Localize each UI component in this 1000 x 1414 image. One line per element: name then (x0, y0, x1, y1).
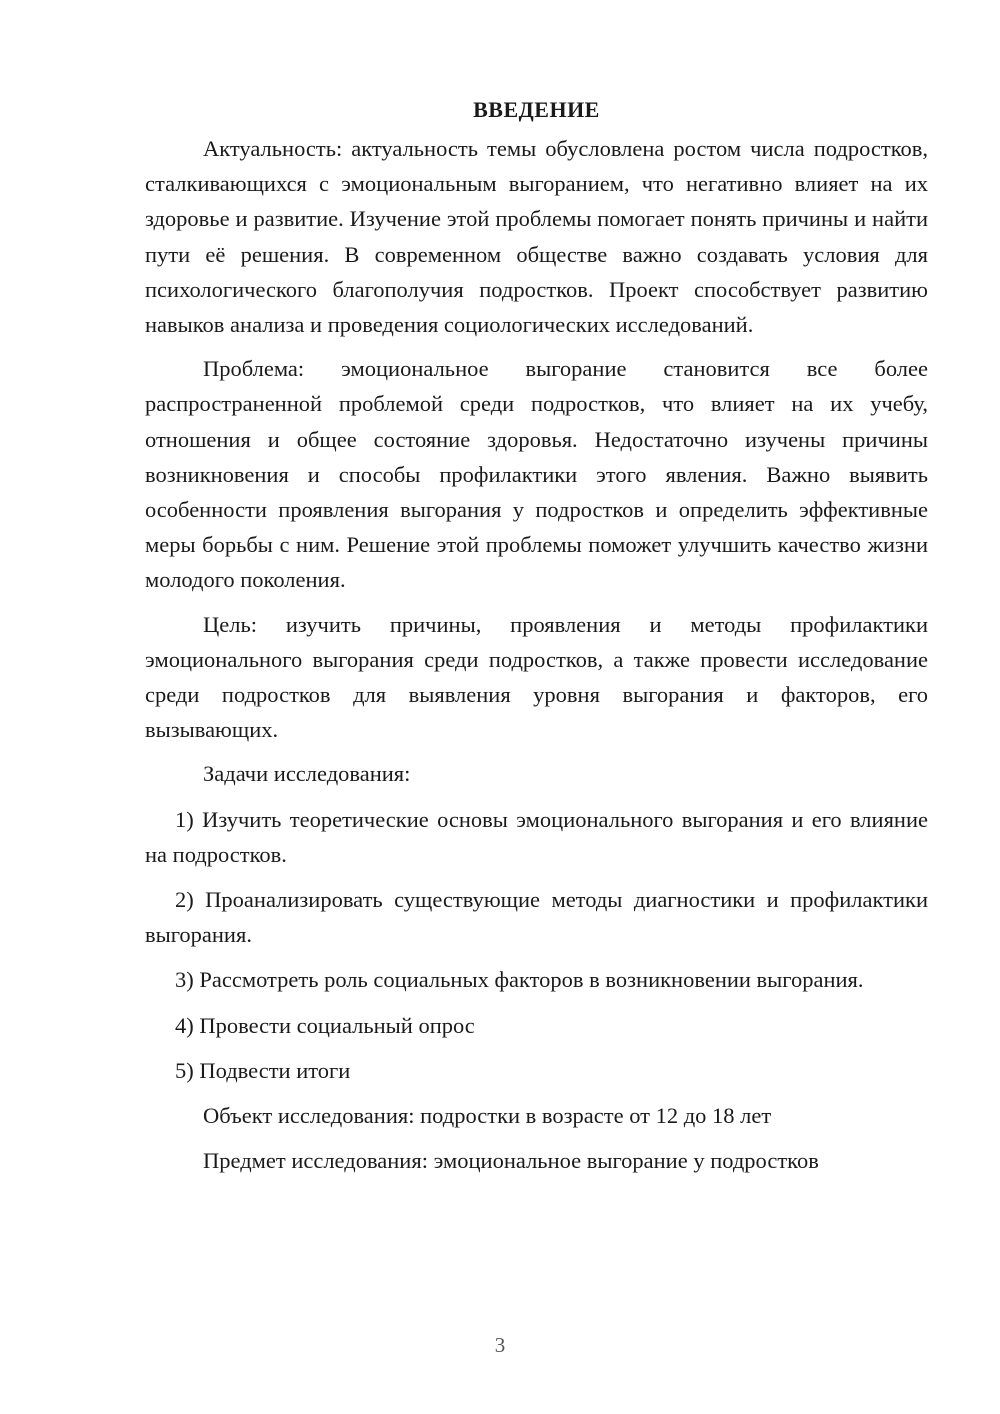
research-subject: Предмет исследования: эмоциональное выгорание у подростков (203, 1148, 819, 1174)
section-title: ВВЕДЕНИЕ (473, 97, 600, 122)
research-object: Объект исследования: подростки в возрасте от 12 до 18 лет (203, 1103, 772, 1129)
task-item-2: 2) Проанализировать существующие методы диагностики и профилактики выгорания. (145, 887, 928, 948)
task-item-4: 4) Провести социальный опрос (175, 1012, 475, 1038)
task-item-5: 5) Подвести итоги (175, 1057, 351, 1083)
tasks-heading: Задачи исследования: (203, 761, 411, 787)
goal-paragraph: Цель: изучить причины, проявления и методы профилактики эмоционального выгорания среди подростков, а также провести исследование среди подростков для выявления уровня выгорания и факторов, его вызывающих. (145, 611, 928, 743)
page-number: 3 (494, 1333, 506, 1357)
problem-paragraph: Проблема: эмоциональное выгорание становится все более распространенной проблемой среди подростков, что влияет на их учебу, отношения и общее состояние здоровья. Недостаточно изучены причины возникновения и способы профилактики этого явления. Важно выявить особенности проявления выгорания у подростков и определить эффективные меры борьбы с ним. Решение этой проблемы поможет улучшить качество жизни молодого поколения. (145, 356, 928, 593)
task-item-3: 3) Рассмотреть роль социальных факторов в возникновении выгорания. (175, 967, 864, 993)
task-item-1: 1) Изучить теоретические основы эмоционального выгорания и его влияние на подростков. (145, 806, 928, 867)
relevance-paragraph: Актуальность: актуальность темы обусловлена ростом числа подростков, сталкивающихся с эмоциональным выгоранием, что негативно влияет на их здоровье и развитие. Изучение этой проблемы помогает понять причины и найти пути её решения. В современном обществе важно создавать условия для психологического благополучия подростков. Проект способствует развитию навыков анализа и проведения социологических исследований. (145, 136, 928, 338)
document-page (145, 92, 928, 1188)
